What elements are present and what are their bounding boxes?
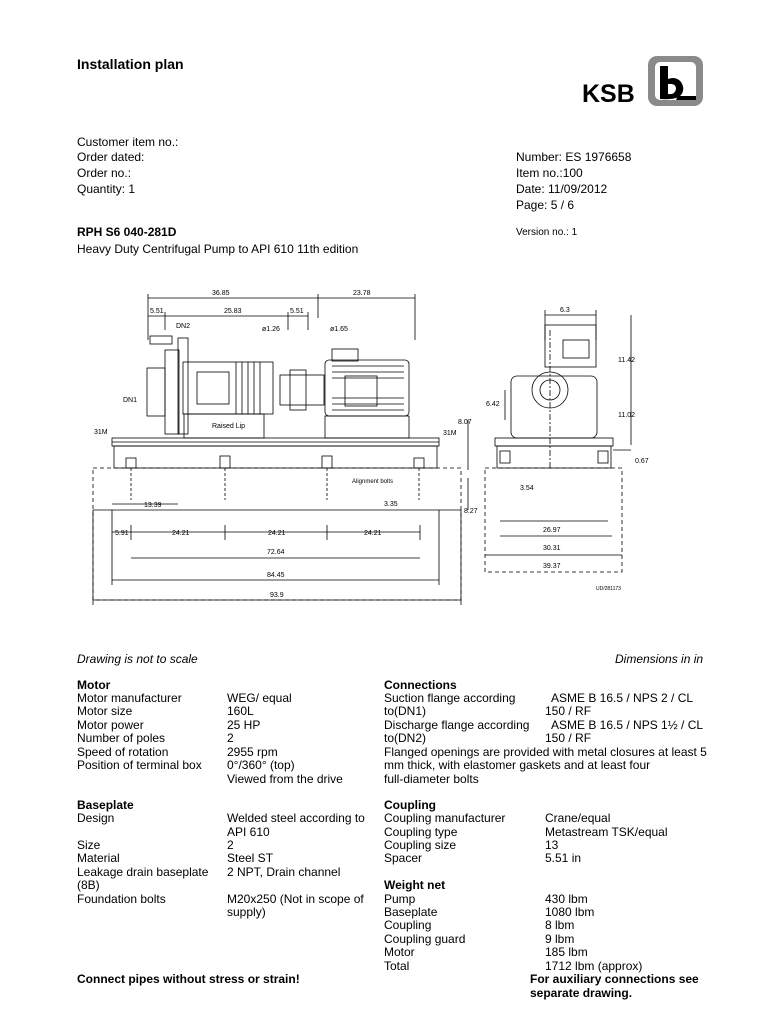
baseplate-value: API 610	[227, 825, 270, 839]
coupling-value: 5.51 in	[545, 851, 582, 865]
page-number: Page: 5 / 6	[516, 198, 575, 212]
motor-heading: Motor	[77, 678, 111, 692]
weight-value: 8 lbm	[545, 918, 575, 932]
dim-side-height-3: 11.02	[618, 412, 635, 419]
coupling-heading: Coupling	[384, 798, 436, 812]
connections-label: Suction flange according	[384, 691, 516, 705]
coupling-label: Spacer	[384, 851, 423, 865]
footer-note-line2: separate drawing.	[530, 986, 633, 1000]
baseplate-value: supply)	[227, 905, 266, 919]
footer-warning: Connect pipes without stress or strain!	[77, 972, 300, 986]
dim-side-bolt: 3.54	[520, 485, 534, 492]
baseplate-label: Foundation bolts	[77, 892, 166, 906]
motor-value: 2	[227, 731, 234, 745]
dim-side-bottom-1: 26.97	[543, 527, 561, 534]
baseplate-value: Steel ST	[227, 851, 274, 865]
baseplate-label: (8B)	[77, 878, 100, 892]
connections-value: ASME B 16.5 / NPS 2 / CL	[551, 691, 694, 705]
baseplate-value: M20x250 (Not in scope of	[227, 892, 364, 906]
pump-description: Heavy Duty Centrifugal Pump to API 610 11th edition	[77, 242, 359, 256]
motor-label: Motor size	[77, 704, 133, 718]
installation-drawing	[85, 285, 649, 630]
dim-bottom-5: 24.21	[268, 530, 286, 537]
dim-front-base: 8.27	[464, 508, 478, 515]
weight-value: 185 lbm	[545, 945, 588, 959]
baseplate-label: Design	[77, 811, 115, 825]
dim-bottom-8: 84.45	[267, 572, 285, 579]
dim-bottom-9: 93.9	[270, 592, 284, 599]
order-dated: Order dated:	[77, 150, 145, 164]
page-title: Installation plan	[77, 56, 184, 72]
connections-label: to(DN2)	[384, 731, 427, 745]
dim-overall-pump: 36.85	[212, 290, 230, 297]
note-not-to-scale: Drawing is not to scale	[77, 652, 198, 666]
weight-value: 430 lbm	[545, 892, 588, 906]
baseplate-value: 2 NPT, Drain channel	[227, 865, 341, 879]
weight-label: Coupling	[384, 918, 432, 932]
motor-label: Motor power	[77, 718, 144, 732]
dim-side-top: 6.3	[560, 307, 570, 314]
dim-shaft-dia-2: ø1.65	[330, 326, 348, 333]
label-drawing-no: UD/281173	[596, 586, 621, 592]
dim-side-height-1: 11.42	[618, 357, 635, 364]
connections-value: ASME B 16.5 / NPS 1½ / CL	[551, 718, 704, 732]
dim-bottom-7: 72.64	[267, 549, 285, 556]
document-date: Date: 11/09/2012	[516, 182, 608, 196]
note-dimensions-unit: Dimensions in in	[615, 652, 704, 666]
order-no: Order no.:	[77, 166, 132, 180]
dim-bottom-2: 3.35	[384, 501, 398, 508]
dim-bottom-3: 5.91	[115, 530, 129, 537]
motor-label: Motor manufacturer	[77, 691, 182, 705]
label-alignment-bolts: Alignment bolts	[352, 479, 394, 485]
baseplate-label: Material	[77, 851, 120, 865]
connections-value: 150 / RF	[545, 731, 592, 745]
weight-label: Pump	[384, 892, 416, 906]
coupling-value: Metastream TSK/equal	[545, 825, 668, 839]
weight-label: Total	[384, 959, 410, 973]
motor-value: 0°/360° (top)	[227, 758, 295, 772]
label-31m-left: 31M	[94, 429, 108, 436]
customer-item-no: Customer item no.:	[77, 135, 179, 149]
dim-shaft-length: 25.83	[224, 308, 242, 315]
motor-label: Position of terminal box	[77, 758, 202, 772]
version-no: Version no.: 1	[516, 227, 578, 238]
dim-bottom-6: 24.21	[364, 530, 382, 537]
baseplate-value: Welded steel according to	[227, 811, 365, 825]
dim-side-bottom-2: 30.31	[543, 545, 561, 552]
weight-label: Baseplate	[384, 905, 438, 919]
dim-bottom-4: 24.21	[172, 530, 190, 537]
coupling-label: Coupling manufacturer	[384, 811, 506, 825]
coupling-label: Coupling size	[384, 838, 457, 852]
connections-note: mm thick, with elastomer gaskets and at least four	[384, 758, 651, 772]
motor-value: Viewed from the drive	[227, 772, 343, 786]
footer-note-line1: For auxiliary connections see	[530, 972, 699, 986]
motor-label: Speed of rotation	[77, 745, 169, 759]
baseplate-value: 2	[227, 838, 234, 852]
quantity: Quantity: 1	[77, 182, 136, 196]
connections-label: to(DN1)	[384, 704, 427, 718]
dim-coupling-spacer: 5.51	[290, 308, 304, 315]
label-dn1: DN1	[123, 397, 138, 404]
item-no: Item no.:100	[516, 166, 583, 180]
connections-note: Flanged openings are provided with metal closures at least 5	[384, 745, 707, 759]
motor-value: 160L	[227, 704, 254, 718]
weight-value: 9 lbm	[545, 932, 575, 946]
baseplate-label: Size	[77, 838, 101, 852]
connections-note: full-diameter bolts	[384, 772, 479, 786]
dim-shaft-dia-1: ø1.26	[262, 326, 280, 333]
dim-front-height: 8.07	[458, 419, 472, 426]
motor-value: WEG/ equal	[227, 691, 292, 705]
ksb-logo	[580, 54, 706, 110]
weight-label: Coupling guard	[384, 932, 466, 946]
dim-overall-motor: 23.78	[353, 290, 371, 297]
dim-bottom-1: 13.39	[144, 502, 162, 509]
baseplate-heading: Baseplate	[77, 798, 134, 812]
coupling-value: Crane/equal	[545, 811, 611, 825]
weight-value: 1080 lbm	[545, 905, 595, 919]
coupling-label: Coupling type	[384, 825, 458, 839]
dim-side-plate: 0.67	[635, 458, 649, 465]
pump-model: RPH S6 040-281D	[77, 225, 177, 239]
coupling-value: 13	[545, 838, 559, 852]
weight-label: Motor	[384, 945, 415, 959]
connections-value: 150 / RF	[545, 704, 592, 718]
motor-value: 25 HP	[227, 718, 261, 732]
label-raised-lip: Raised Lip	[212, 423, 246, 430]
motor-label: Number of poles	[77, 731, 166, 745]
dim-side-bottom-3: 39.37	[543, 563, 561, 570]
logo-text: KSB	[582, 80, 635, 108]
motor-value: 2955 rpm	[227, 745, 278, 759]
label-dn2: DN2	[176, 323, 191, 330]
connections-label: Discharge flange according	[384, 718, 530, 732]
dim-side-height-2: 6.42	[486, 401, 500, 408]
label-31m-right: 31M	[443, 430, 457, 437]
weight-heading: Weight net	[384, 878, 446, 892]
document-number: Number: ES 1976658	[516, 150, 632, 164]
weight-value: 1712 lbm (approx)	[545, 959, 643, 973]
dim-left-offset: 5.51	[150, 308, 164, 315]
baseplate-label: Leakage drain baseplate	[77, 865, 209, 879]
connections-heading: Connections	[384, 678, 457, 692]
